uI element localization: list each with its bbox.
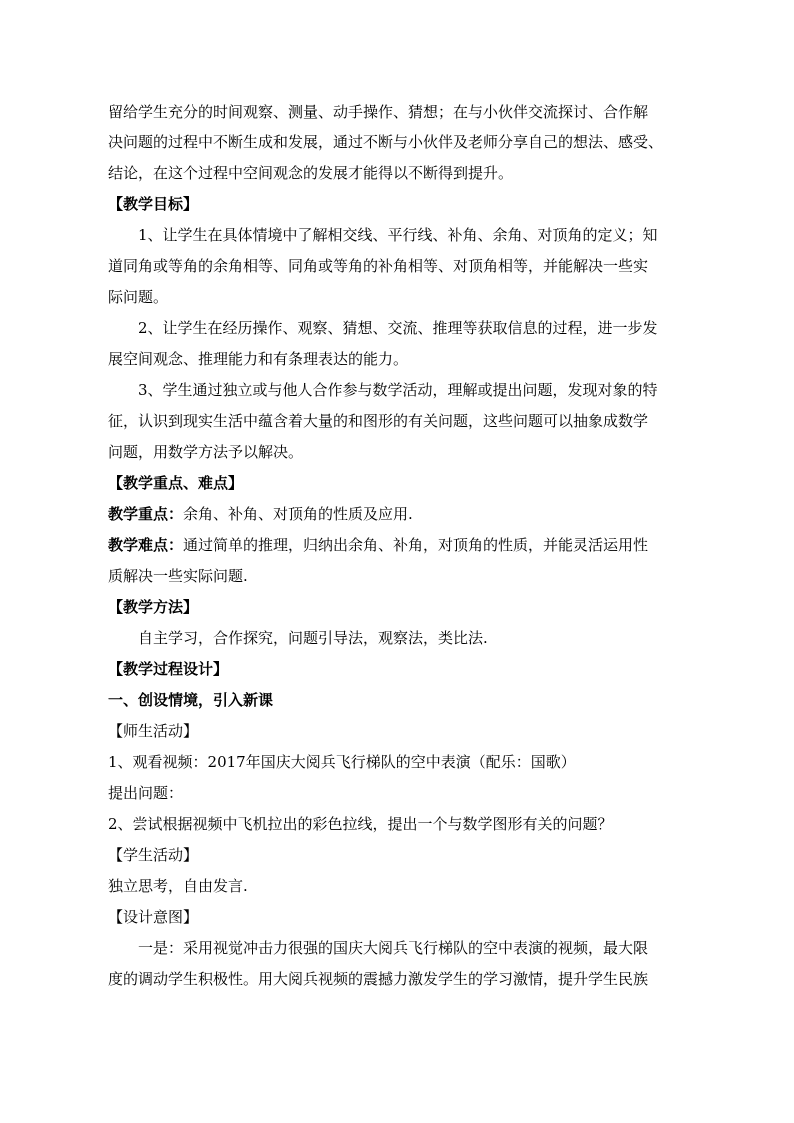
paragraph-line: 2、尝试根据视频中飞机拉出的彩色拉线，提出一个与数学图形有关的问题？ xyxy=(108,815,613,833)
goal-item-1: 1、让学生在具体情境中了解相交线、平行线、补角、余角、对顶角的定义；知 xyxy=(138,226,658,244)
paragraph-line: 1、观看视频：2017年国庆大阅兵飞行梯队的空中表演（配乐：国歌） xyxy=(108,753,576,771)
key-point-line xyxy=(108,504,413,524)
paragraph-line: 际问题。 xyxy=(108,288,169,306)
difficulty-line xyxy=(108,535,648,555)
paragraph-line: 度的调动学生积极性。用大阅兵视频的震撼力激发学生的学习激情，提升学生民族 xyxy=(108,970,649,988)
difficulty-label: 教学难点： xyxy=(108,536,184,554)
difficulty-text: 通过简单的推理，归纳出余角、补角，对顶角的性质，并能灵活运用性 xyxy=(183,536,649,554)
paragraph-line: 决问题的过程中不断生成和发展，通过不断与小伙伴及老师分享自己的想法、感受、 xyxy=(108,133,664,151)
paragraph-line: 结论，在这个过程中空间观念的发展才能得以不断得到提升。 xyxy=(108,164,514,182)
section-heading-key-points: 【教学重点、难点】 xyxy=(108,474,244,492)
key-point-text: 余角、补角、对顶角的性质及应用. xyxy=(183,505,413,523)
paragraph-line: 提出问题： xyxy=(108,784,184,802)
paragraph-line: 征，认识到现实生活中蕴含着大量的和图形的有关问题，这些问题可以抽象成数学 xyxy=(108,412,649,430)
paragraph-line: 一是：采用视觉冲击力很强的国庆大阅兵飞行梯队的空中表演的视频，最大限 xyxy=(138,939,649,957)
section-heading-method: 【教学方法】 xyxy=(108,598,199,616)
method-text: 自主学习，合作探究，问题引导法，观察法，类比法. xyxy=(138,629,488,647)
sub-heading-teacher-activity: 【师生活动】 xyxy=(108,722,199,740)
paragraph-line: 问题，用数学方法予以解决。 xyxy=(108,443,304,461)
key-point-label: 教学重点： xyxy=(108,505,184,523)
paragraph-line: 质解决一些实际问题. xyxy=(108,567,248,585)
paragraph-line: 展空间观念、推理能力和有条理表达的能力。 xyxy=(108,350,409,368)
paragraph-line: 独立思考，自由发言. xyxy=(108,877,248,895)
goal-item-2: 2、让学生在经历操作、观察、猜想、交流、推理等获取信息的过程，进一步发 xyxy=(138,319,658,337)
paragraph-line: 留给学生充分的时间观察、测量、动手操作、猜想；在与小伙伴交流探讨、合作解 xyxy=(108,103,649,121)
section-heading-goals: 【教学目标】 xyxy=(108,195,199,213)
sub-heading-student-activity: 【学生活动】 xyxy=(108,846,199,864)
sub-heading-design-intent: 【设计意图】 xyxy=(108,908,199,926)
paragraph-line: 道同角或等角的余角相等、同角或等角的补角相等、对顶角相等，并能解决一些实 xyxy=(108,257,649,275)
section-heading-intro: 一、创设情境，引入新课 xyxy=(108,691,274,709)
section-heading-process: 【教学过程设计】 xyxy=(108,660,229,678)
goal-item-3: 3、学生通过独立或与他人合作参与数学活动，理解或提出问题，发现对象的特 xyxy=(138,381,658,399)
